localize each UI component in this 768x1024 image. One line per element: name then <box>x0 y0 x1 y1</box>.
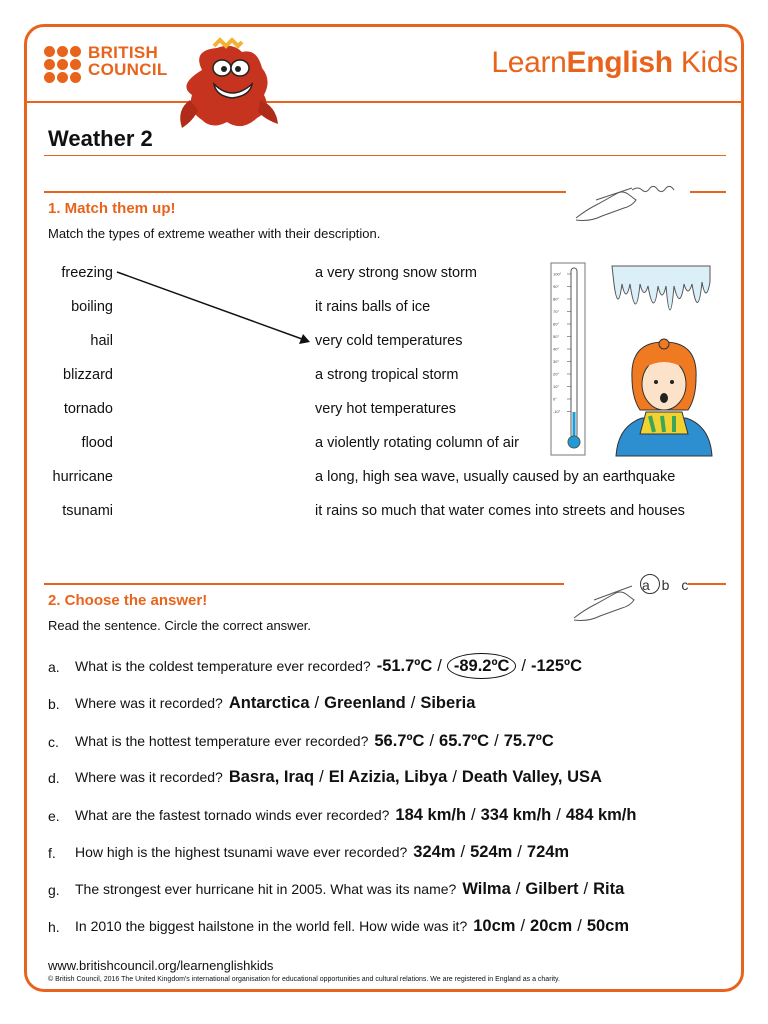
option-separator: / <box>410 694 416 712</box>
option-separator: / <box>437 657 442 675</box>
answer-option[interactable]: 184 km/h <box>395 806 467 824</box>
answer-option[interactable]: -89.2ºC <box>447 653 517 679</box>
answer-options <box>377 657 582 675</box>
option-separator: / <box>471 806 476 824</box>
answer-option[interactable]: El Azizia, Libya <box>328 768 448 786</box>
option-separator: / <box>494 732 499 750</box>
hand-writing-icon <box>572 180 684 226</box>
footer-url[interactable]: www.britishcouncil.org/learnenglishkids <box>48 958 274 973</box>
answer-option[interactable]: 56.7ºC <box>374 732 425 750</box>
question-letter: e. <box>48 808 60 824</box>
question-text: Where was it recorded? <box>75 769 223 785</box>
learnenglish-kids-logo <box>491 46 738 80</box>
answer-option[interactable]: 484 km/h <box>565 806 637 824</box>
option-separator: / <box>577 917 582 935</box>
section1-heading: 1. Match them up! <box>48 200 176 217</box>
question-letter: a. <box>48 659 60 675</box>
option-separator: / <box>319 768 324 786</box>
question-letter: h. <box>48 919 60 935</box>
section2-instruction: Read the sentence. Circle the correct answer. <box>48 618 312 633</box>
weather-description: a strong tropical storm <box>315 367 459 383</box>
footer-copyright: © British Council, 2016 The United Kingdom's international organisation for educational opportunities and cultural relations. We are registered in England as a charity. <box>48 976 560 983</box>
answer-option[interactable]: -51.7ºC <box>376 657 433 675</box>
thermometer-label: 100° <box>553 271 562 277</box>
weather-word: freezing <box>61 265 113 281</box>
question-text: What is the coldest temperature ever recorded? <box>75 658 371 674</box>
section1-divider <box>44 191 566 193</box>
brand-line2: COUNCIL <box>88 60 168 79</box>
section2-divider <box>44 583 564 585</box>
thermometer-label: 40° <box>553 346 560 352</box>
option-separator: / <box>583 880 589 898</box>
hand-writing-abc-icon <box>570 572 640 626</box>
thermometer-label: 30° <box>553 359 560 364</box>
answer-option[interactable]: Death Valley, USA <box>461 768 602 786</box>
weather-word: boiling <box>71 299 113 315</box>
option-separator: / <box>556 806 561 824</box>
monster-mascot-icon <box>172 40 282 132</box>
thermometer-icon <box>550 262 586 456</box>
answer-option[interactable]: Gilbert <box>525 880 579 898</box>
logo-learn: Learn <box>491 46 567 79</box>
question-letter: b. <box>48 696 60 712</box>
answer-options <box>374 732 553 750</box>
option-separator: / <box>521 657 527 675</box>
weather-description: a very strong snow storm <box>315 265 477 281</box>
answer-option[interactable]: -125ºC <box>531 657 582 675</box>
thermometer-label: 80° <box>553 296 560 302</box>
question-letter: d. <box>48 770 60 786</box>
answer-option[interactable]: Antarctica <box>228 694 310 712</box>
weather-word: tornado <box>63 401 113 417</box>
weather-word: blizzard <box>63 367 113 383</box>
logo-english: English <box>566 46 673 79</box>
logo-kids: Kids <box>672 46 738 79</box>
brand-line1: BRITISH <box>88 43 159 62</box>
answer-option[interactable]: 324m <box>413 843 456 861</box>
question-letter: f. <box>48 845 56 861</box>
answer-options <box>413 843 569 861</box>
question-letter: c. <box>48 734 59 750</box>
answer-option[interactable]: Rita <box>593 880 625 898</box>
weather-word: flood <box>81 435 113 451</box>
answer-option[interactable]: Siberia <box>420 694 476 712</box>
option-separator: / <box>452 768 457 786</box>
option-separator: / <box>520 917 526 935</box>
weather-description: very hot temperatures <box>315 401 457 417</box>
abc-circle <box>640 574 660 594</box>
answer-option[interactable]: 65.7ºC <box>439 732 490 750</box>
answer-option[interactable]: 10cm <box>473 917 516 935</box>
question-row <box>75 917 629 936</box>
weather-description: a violently rotating column of air <box>315 435 519 451</box>
question-text: The strongest ever hurricane hit in 2005. What was its name? <box>75 881 457 897</box>
section2-heading: 2. Choose the answer! <box>48 592 208 609</box>
answer-options <box>462 880 624 898</box>
question-text: Where was it recorded? <box>75 695 223 711</box>
question-row <box>75 880 624 899</box>
answer-options <box>473 917 629 935</box>
answer-option[interactable]: 20cm <box>530 917 573 935</box>
weather-description: it rains so much that water comes into streets and houses <box>315 503 685 519</box>
section1-divider-right <box>690 191 726 193</box>
option-separator: / <box>429 732 435 750</box>
answer-options <box>229 694 476 712</box>
answer-option[interactable]: 75.7ºC <box>503 732 554 750</box>
option-separator: / <box>314 694 320 712</box>
question-text: In 2010 the biggest hailstone in the world fell. How wide was it? <box>75 918 468 934</box>
question-row <box>75 843 569 862</box>
question-row <box>75 732 554 751</box>
answer-option[interactable]: 524m <box>470 843 513 861</box>
weather-word: tsunami <box>62 503 113 519</box>
answer-option[interactable]: Wilma <box>462 880 511 898</box>
thermometer-label: 0° <box>553 396 557 402</box>
thermometer-label: -10° <box>553 409 561 414</box>
question-row <box>75 657 582 676</box>
british-council-logo <box>44 44 168 83</box>
answer-option[interactable]: 50cm <box>586 917 630 935</box>
weather-description: it rains balls of ice <box>315 299 431 315</box>
thermometer-label: 90° <box>553 284 560 289</box>
question-letter: g. <box>48 882 60 898</box>
question-text: What are the fastest tornado winds ever recorded? <box>75 807 390 823</box>
thermometer-label: 60° <box>553 321 560 327</box>
page-title: Weather 2 <box>48 126 153 151</box>
answer-option[interactable]: Basra, Iraq <box>228 768 315 786</box>
answer-option[interactable]: Greenland <box>324 694 406 712</box>
weather-word: hurricane <box>52 469 113 485</box>
question-row <box>75 694 475 713</box>
handwriting-abc: a b c <box>642 577 693 593</box>
thermometer-label: 50° <box>553 334 560 339</box>
answer-options <box>395 806 636 824</box>
thermometer-label: 10° <box>553 384 560 389</box>
answer-option[interactable]: 724m <box>526 843 570 861</box>
header-divider <box>27 101 741 103</box>
title-underline <box>44 155 726 156</box>
thermometer-label: 20° <box>553 371 560 377</box>
answer-options <box>229 768 602 786</box>
icicles-icon <box>610 264 712 338</box>
question-text: How high is the highest tsunami wave ever recorded? <box>75 844 408 860</box>
option-separator: / <box>517 843 522 861</box>
thermometer-label: 70° <box>553 309 560 314</box>
option-separator: / <box>460 843 466 861</box>
section1-instruction: Match the types of extreme weather with their description. <box>48 226 381 241</box>
section2-divider-right <box>688 583 726 585</box>
british-council-dots-icon <box>44 46 81 83</box>
question-row <box>75 768 602 787</box>
weather-word: hail <box>90 333 113 349</box>
question-text: What is the hottest temperature ever recorded? <box>75 733 369 749</box>
weather-description: very cold temperatures <box>315 333 463 349</box>
weather-description: a long, high sea wave, usually caused by an earthquake <box>315 469 676 485</box>
option-separator: / <box>515 880 521 898</box>
cold-child-icon <box>612 338 716 456</box>
question-row <box>75 806 636 825</box>
answer-option[interactable]: 334 km/h <box>480 806 552 824</box>
